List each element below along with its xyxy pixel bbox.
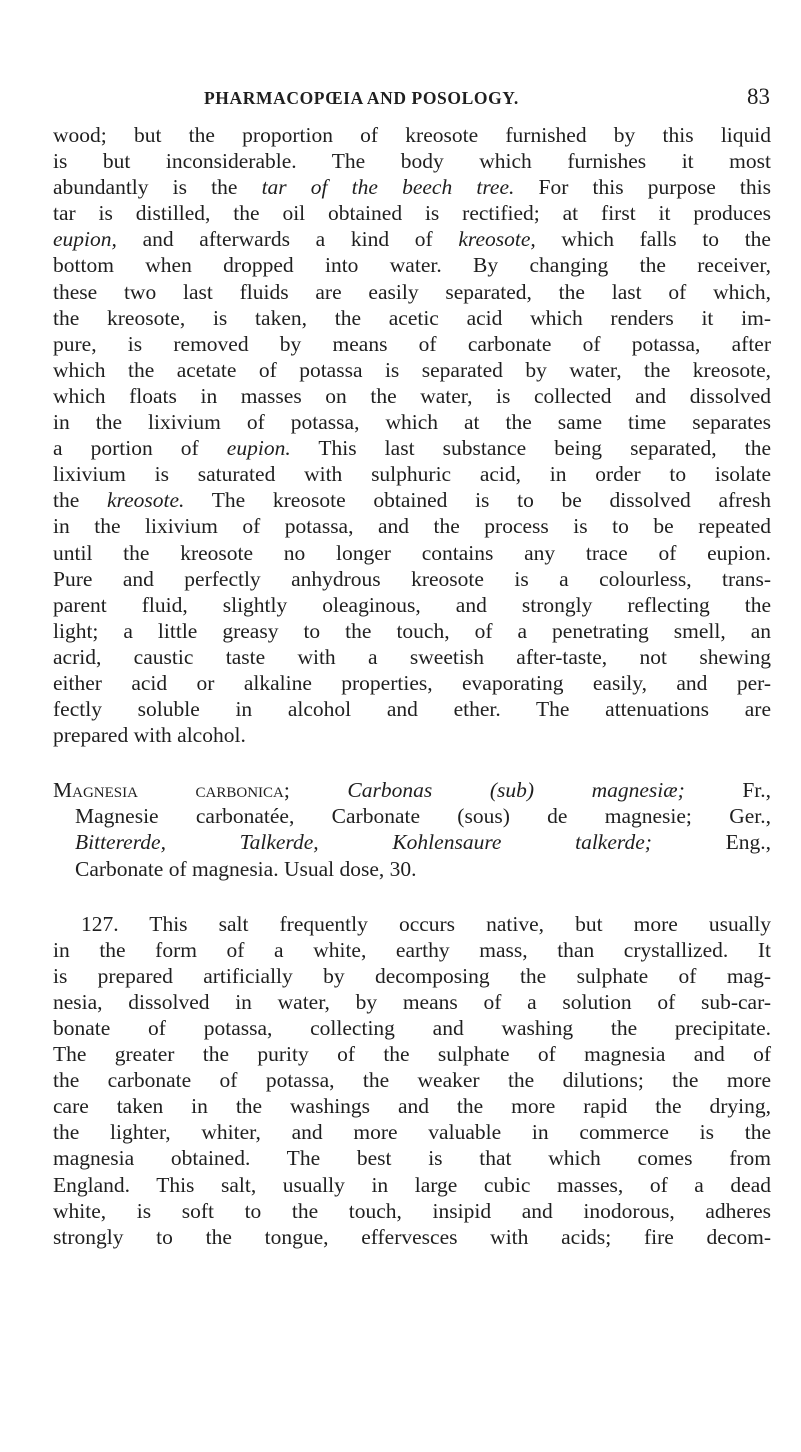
text-line — [53, 1093, 771, 1119]
text-segment: is but inconsiderable. The body which furnishes it most — [53, 149, 771, 174]
text-line — [53, 1198, 771, 1224]
text-segment: either acid or alkaline properties, evaporating easily, and per- — [53, 670, 771, 695]
entry-segment — [290, 778, 348, 802]
text-line — [53, 1145, 771, 1171]
text-line — [53, 148, 771, 174]
page-number: 83 — [747, 84, 770, 109]
text-segment: in the lixivium of potassa, and the process is to be repeated — [53, 514, 771, 539]
text-segment-italic: eupion, — [53, 227, 117, 252]
entry-segment-italic: Bittererde, Talkerde, Kohlensaure talkerde; — [75, 830, 652, 855]
text-line — [53, 331, 771, 357]
text-segment: the — [53, 488, 107, 513]
text-line — [53, 1015, 771, 1041]
entry-segment: Magnesie carbonatée, Carbonate (sous) de magnesie; Ger., — [75, 804, 771, 829]
text-segment: acrid, caustic taste with a sweetish after-taste, not shewing — [53, 644, 771, 669]
text-segment: a portion of — [53, 436, 227, 461]
running-head: PHARMACOPŒIA AND POSOLOGY. — [204, 88, 519, 108]
text-line — [53, 409, 771, 435]
text-line — [53, 618, 771, 644]
entry-segment: Eng., — [651, 830, 771, 855]
text-segment: light; a little greasy to the touch, of a penetrating smell, an — [53, 618, 771, 643]
text-segment: nesia, dissolved in water, by means of a solution of sub-car- — [53, 989, 771, 1014]
text-line — [53, 963, 771, 989]
text-line — [53, 279, 771, 305]
text-segment: abundantly is the — [53, 175, 262, 200]
text-line — [53, 487, 771, 513]
text-line — [53, 1224, 771, 1250]
text-segment: until the kreosote no longer contains any trace of eupion. — [53, 540, 771, 565]
text-segment: which the acetate of potassa is separated by water, the kreosote, — [53, 357, 771, 382]
text-line — [53, 670, 771, 696]
text-line — [53, 305, 771, 331]
text-segment: The kreosote obtained is to be dissolved afresh — [184, 488, 771, 513]
text-line — [53, 122, 771, 148]
text-segment-italic: eupion. — [226, 436, 291, 461]
text-segment: England. This salt, usually in large cubic masses, of a dead — [53, 1172, 771, 1197]
text-segment: fectly soluble in alcohol and ether. The attenuations are — [53, 697, 771, 722]
text-line — [53, 435, 771, 461]
text-segment: the lighter, whiter, and more valuable in commerce is the — [53, 1120, 771, 1145]
paragraph-kreosote — [53, 122, 771, 748]
text-line — [53, 226, 771, 252]
text-line — [53, 200, 771, 226]
text-line — [53, 989, 771, 1015]
text-segment: bottom when dropped into water. By changing the receiver, — [53, 253, 771, 278]
text-segment: which falls to the — [535, 227, 771, 252]
text-segment: parent fluid, slightly oleaginous, and strongly reflecting the — [53, 592, 771, 617]
text-segment-italic: kreosote. — [106, 488, 185, 513]
text-segment: these two last fluids are easily separated, the last of which, — [53, 279, 771, 304]
text-segment: magnesia obtained. The best is that which comes from — [53, 1146, 771, 1171]
text-segment: pure, is removed by means of carbonate of potassa, after — [53, 331, 771, 356]
text-segment: The greater the purity of the sulphate of magnesia and of — [53, 1042, 771, 1067]
text-line — [53, 566, 771, 592]
text-line — [53, 461, 771, 487]
entry-magnesia-carbonica — [53, 777, 771, 881]
text-line — [53, 174, 771, 200]
text-segment: the kreosote, is taken, the acetic acid which renders it im- — [53, 305, 771, 330]
body-text — [53, 122, 771, 1250]
text-segment: 127. This salt frequently occurs native, but more usually — [81, 911, 771, 936]
text-segment: tar is distilled, the oil obtained is rectified; at first it produces — [53, 201, 771, 226]
text-segment: in the lixivium of potassa, which at the same time separates — [53, 410, 771, 435]
text-line — [53, 513, 771, 539]
text-segment: prepared with alcohol. — [53, 723, 246, 748]
text-segment: which floats in masses on the water, is collected and dissolved — [53, 383, 771, 408]
text-line — [53, 540, 771, 566]
paragraph-magnesia — [53, 911, 771, 1250]
text-line — [53, 722, 771, 748]
text-segment: and afterwards a kind of — [116, 227, 459, 252]
text-segment: This last substance being separated, the — [290, 436, 772, 461]
text-segment: bonate of potassa, collecting and washing the precipitate. — [53, 1016, 771, 1040]
text-line — [53, 937, 771, 963]
entry-line — [53, 777, 771, 803]
entry-line — [53, 829, 771, 855]
page-header — [52, 84, 770, 118]
text-segment: wood; but the proportion of kreosote furnished by this liquid — [53, 123, 771, 147]
text-segment: white, is soft to the touch, insipid and inodorous, adheres — [53, 1198, 771, 1223]
text-line — [53, 383, 771, 409]
entry-line — [53, 803, 771, 829]
text-segment: is prepared artificially by decomposing the sulphate of mag- — [53, 963, 771, 988]
entry-segment-italic: Carbonas (sub) magnesiæ; — [347, 778, 685, 803]
text-line — [53, 644, 771, 670]
text-line — [53, 1119, 771, 1145]
text-segment-italic: kreosote, — [458, 227, 536, 252]
text-line — [53, 1041, 771, 1067]
text-segment: in the form of a white, earthy mass, than crystallized. It — [53, 937, 771, 962]
text-line — [53, 911, 771, 937]
text-line — [53, 252, 771, 278]
text-segment: Pure and perfectly anhydrous kreosote is a colourless, trans- — [53, 566, 771, 591]
text-line — [53, 696, 771, 722]
text-segment: the carbonate of potassa, the weaker the dilutions; the more — [53, 1068, 771, 1093]
entry-heading: Magnesia carbonica; — [53, 778, 290, 803]
text-segment-italic: tar of the beech tree. — [261, 175, 515, 200]
paragraph-gap — [53, 748, 771, 777]
paragraph-gap — [53, 882, 771, 911]
text-segment: lixivium is saturated with sulphuric acid, in order to isolate — [53, 462, 771, 487]
text-line — [53, 357, 771, 383]
entry-line — [53, 856, 771, 882]
entry-segment: Fr., — [684, 778, 772, 803]
text-segment: care taken in the washings and the more rapid the drying, — [53, 1094, 771, 1119]
text-line — [53, 1172, 771, 1198]
text-line — [53, 1067, 771, 1093]
text-line — [53, 592, 771, 618]
text-segment: For this purpose this — [514, 175, 771, 200]
entry-segment: Carbonate of magnesia. Usual dose, 30. — [75, 856, 417, 881]
text-segment: strongly to the tongue, effervesces with acids; fire decom- — [53, 1224, 771, 1249]
